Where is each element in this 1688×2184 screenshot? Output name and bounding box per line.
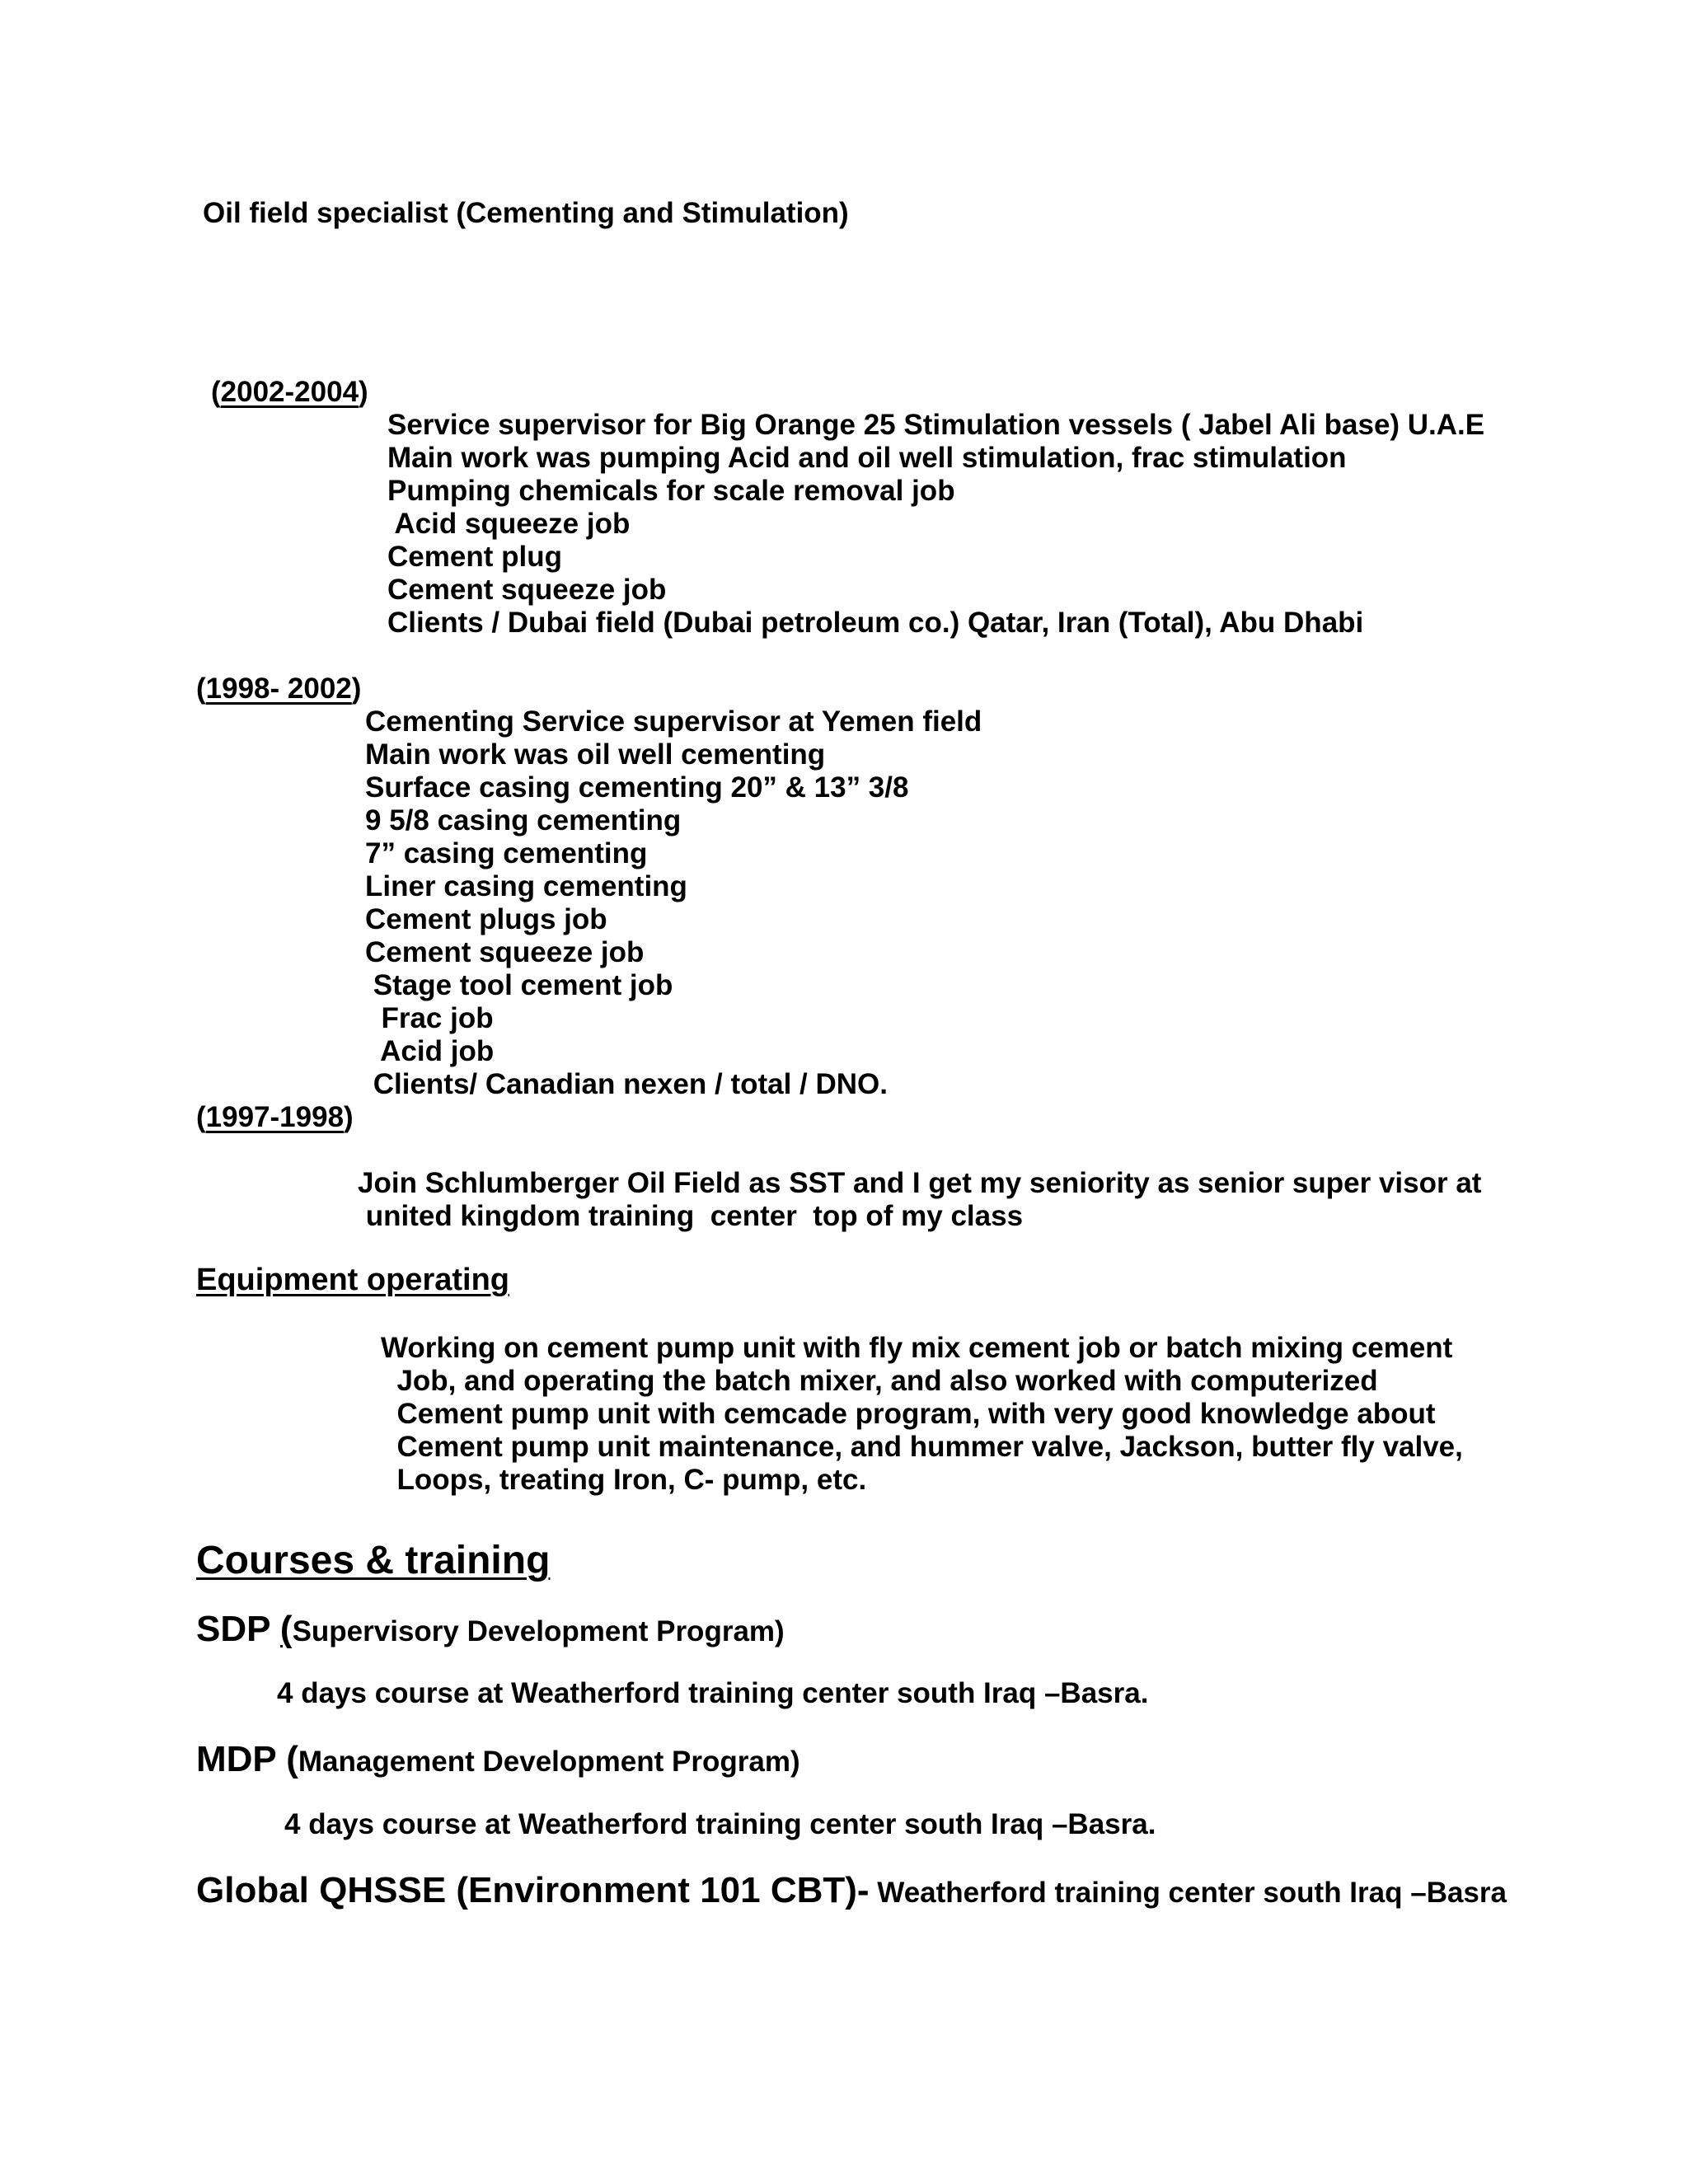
job1-line: Cement squeeze job [387,574,667,606]
job1-line: Service supervisor for Big Orange 25 Stimulation vessels ( Jabel Ali base) U.A.E [387,409,1485,441]
equipment-heading: Equipment operating [196,1263,509,1297]
equipment-line: Cement pump unit with cemcade program, with very good knowledge about [381,1398,1436,1430]
job2-line: Main work was oil well cementing [365,738,826,771]
date-range-3: (1997-1998) [196,1101,354,1133]
job2-line: Cement squeeze job [365,936,645,968]
job2-line: Frac job [365,1002,494,1034]
job2-line: Clients/ Canadian nexen / total / DNO. [365,1068,888,1100]
job2-line: Acid job [365,1035,495,1067]
page-title: Oil field specialist (Cementing and Stimulation) [203,197,849,229]
course-mdp-full: Management Development Program) [298,1746,800,1778]
date-range-2: (1998- 2002) [196,673,362,705]
equipment-line: Job, and operating the batch mixer, and also worked with computerized [381,1365,1378,1397]
date-range-1-text: 2002-2004 [220,376,359,408]
course-sdp-detail: 4 days course at Weatherford training center south Iraq –Basra. [277,1677,1149,1709]
job1-line: Cement plug [387,541,562,573]
job1-line: Acid squeeze job [387,508,631,540]
course-qhsse-abbr: Global QHSSE (Environment 101 CBT)- [196,1870,870,1910]
course-mdp-abbr: MDP ( [196,1739,298,1779]
date-range-2-text: 1998- 2002 [205,673,352,705]
job2-line: Surface casing cementing 20” & 13” 3/8 [365,771,909,804]
job2-line: 9 5/8 casing cementing [365,804,682,837]
equipment-line: Loops, treating Iron, C- pump, etc. [381,1464,867,1496]
course-sdp-full: Supervisory Development Program) [292,1615,785,1647]
job1-line: Pumping chemicals for scale removal job [387,475,955,507]
job2-line: Cement plugs job [365,903,607,935]
job3-line: united kingdom training center top of my class [358,1200,1024,1232]
date-range-3-text: 1997-1998 [205,1101,345,1133]
job2-line: Cementing Service supervisor at Yemen field [365,705,982,738]
course-mdp-detail: 4 days course at Weatherford training center south Iraq –Basra. [284,1808,1156,1840]
course-qhsse-detail: Weatherford training center south Iraq –Basra [869,1877,1507,1909]
job2-line: 7” casing cementing [365,837,648,869]
job1-line: Clients / Dubai field (Dubai petroleum co.) Qatar, Iran (Total), Abu Dhabi [387,607,1364,639]
job2-line: Stage tool cement job [365,969,673,1001]
courses-heading: Courses & training [196,1539,551,1582]
equipment-line: Working on cement pump unit with fly mix cement job or batch mixing cement [381,1332,1453,1364]
course-qhsse [196,1872,1507,1909]
course-sdp-abbr: SDP [196,1609,280,1649]
job2-line: Liner casing cementing [365,870,687,902]
date-range-1: (2002-2004) [211,376,368,408]
equipment-line: Cement pump unit maintenance, and hummer valve, Jackson, butter fly valve, [381,1431,1463,1463]
course-mdp [196,1741,800,1778]
job1-line: Main work was pumping Acid and oil well stimulation, frac stimulation [387,442,1347,474]
course-sdp-paren: ( [279,1609,293,1649]
job3-line: Join Schlumberger Oil Field as SST and I get my seniority as senior super visor at [358,1167,1482,1199]
course-sdp [196,1611,785,1647]
